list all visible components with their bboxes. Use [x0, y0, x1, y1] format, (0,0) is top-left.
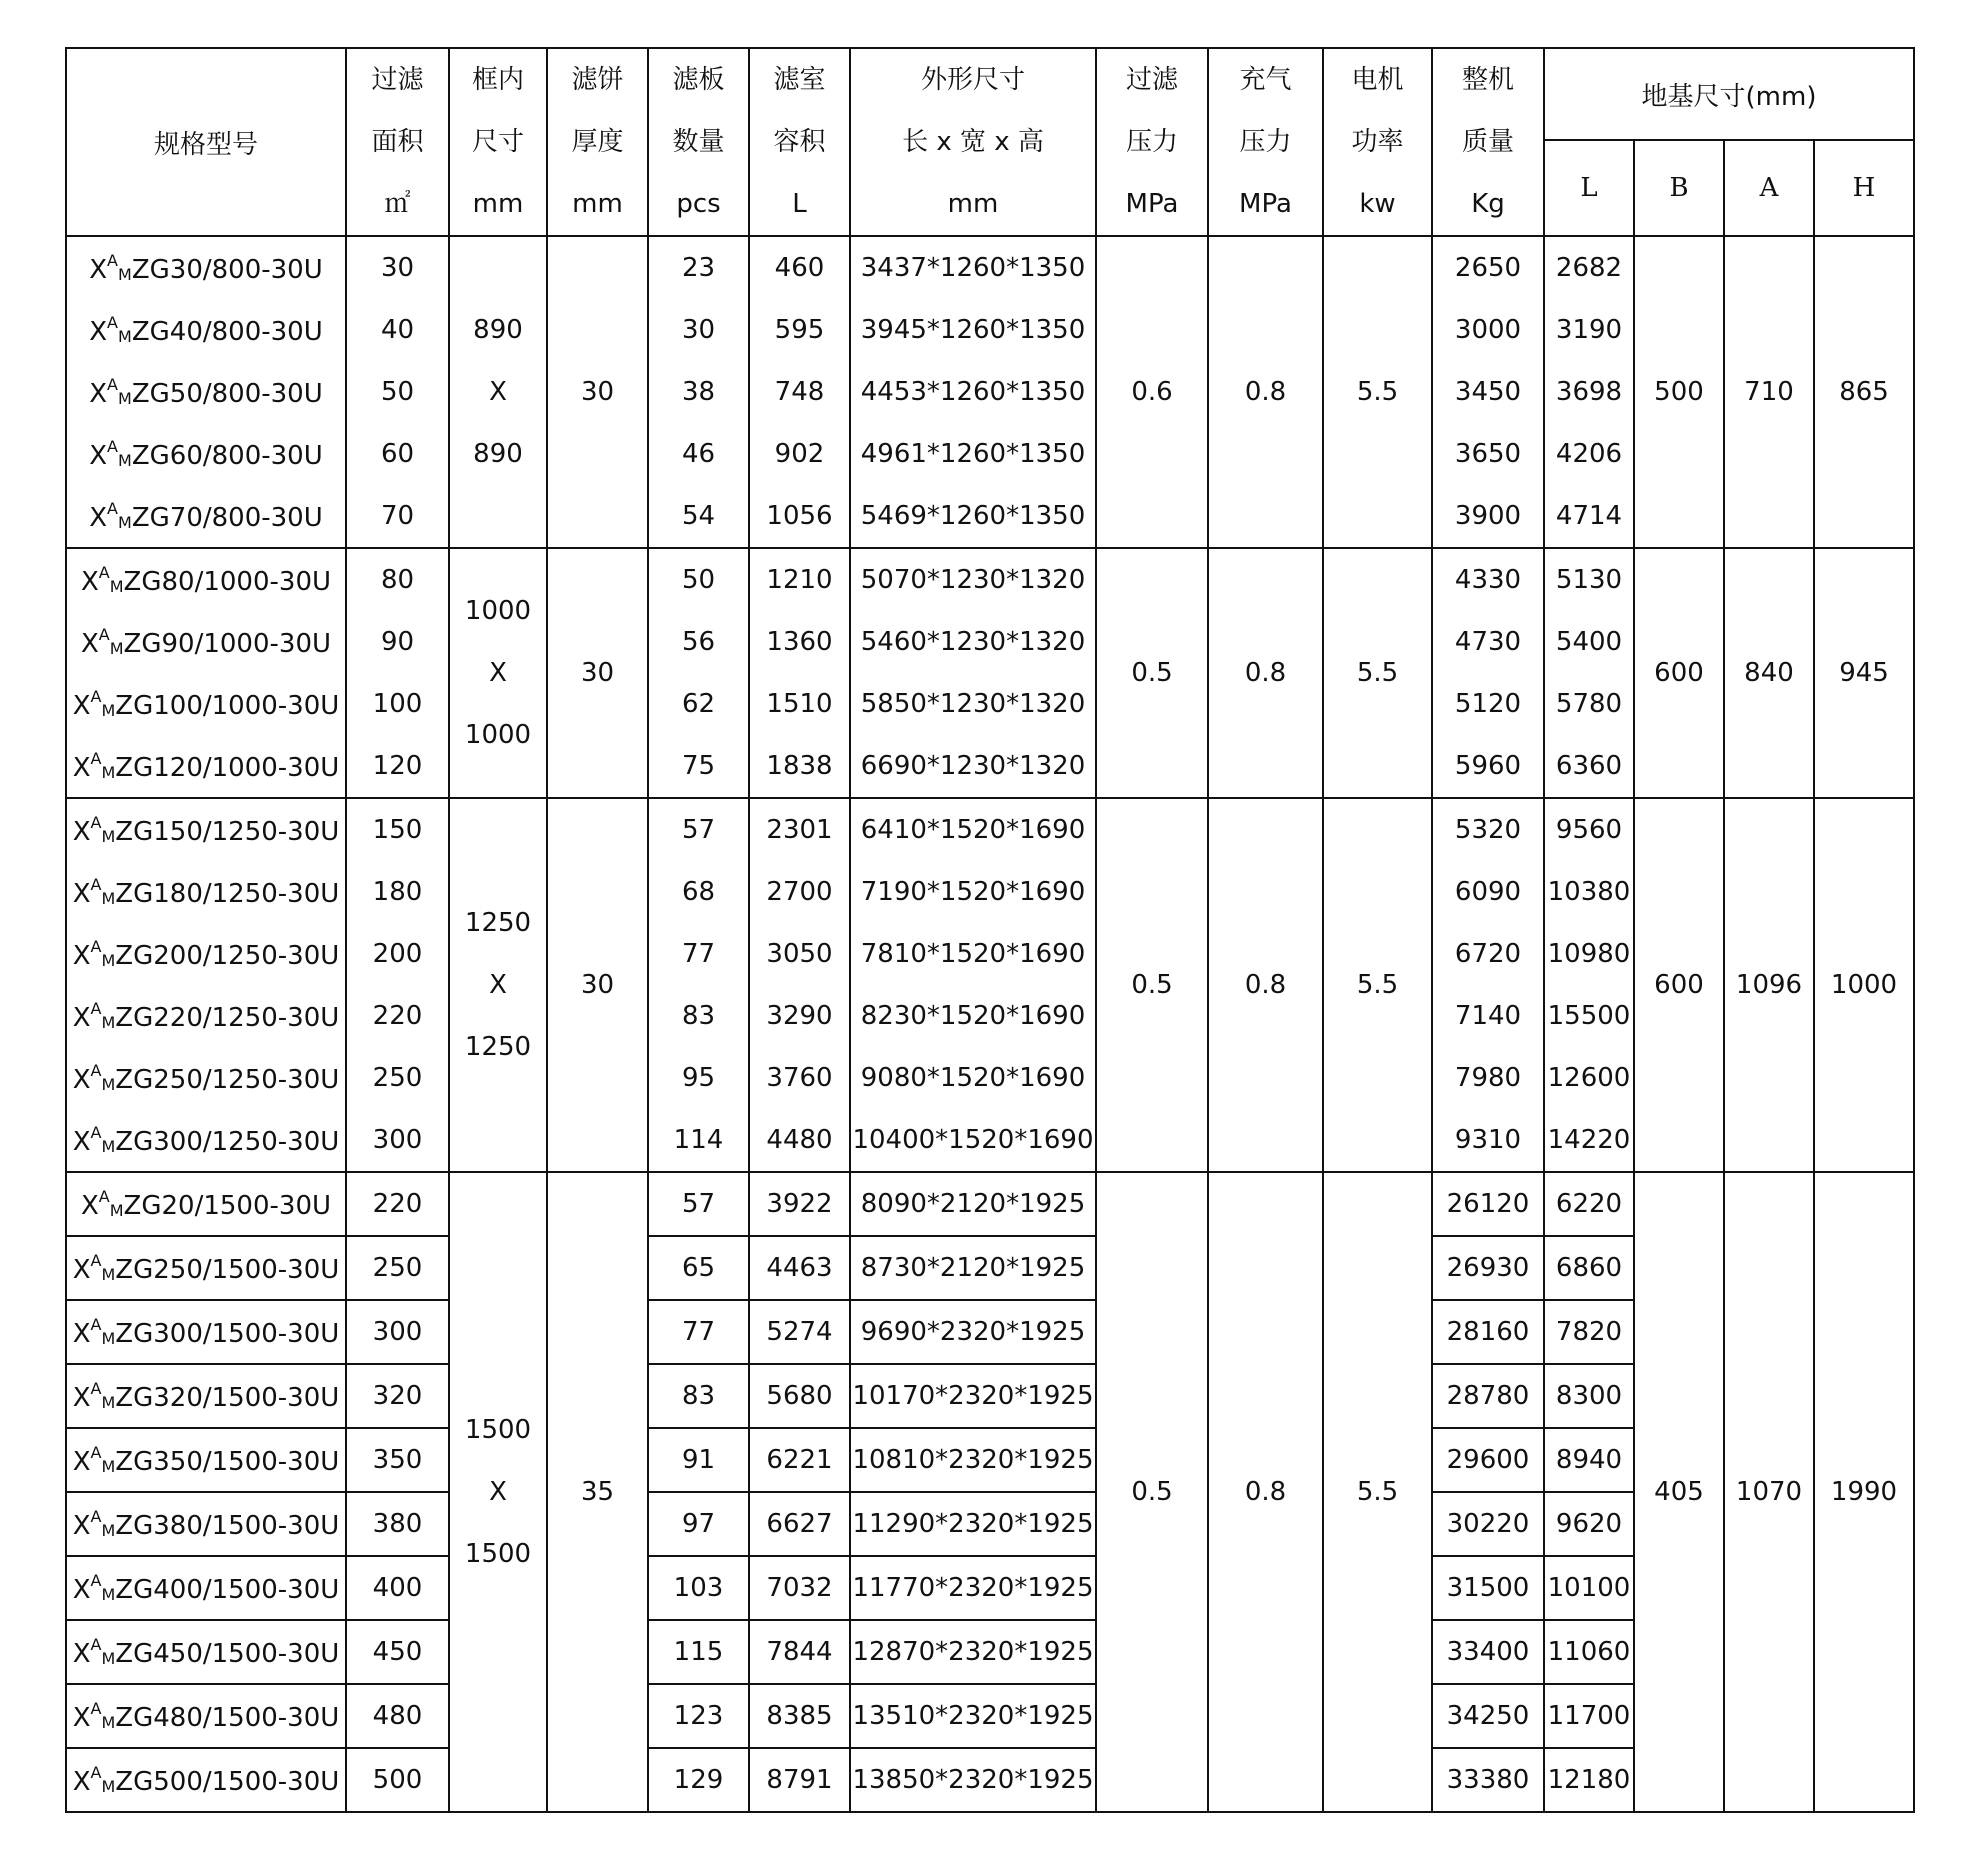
mass-cell: 6090	[1432, 861, 1544, 923]
foundation-l-cell: 9620	[1544, 1492, 1634, 1556]
dims-cell: 9690*2320*1925	[850, 1300, 1096, 1364]
dims-cell: 13850*2320*1925	[850, 1748, 1096, 1812]
plates-cell: 62	[648, 673, 749, 735]
dims-cell: 11770*2320*1925	[850, 1556, 1096, 1620]
foundation-l-cell: 10380	[1544, 861, 1634, 923]
header-found-b: B	[1634, 140, 1724, 236]
model-cell: $X^A_MZG90/1000-30U$	[66, 611, 346, 673]
cake-thickness-cell: 30	[547, 548, 648, 798]
plates-cell: 68	[648, 861, 749, 923]
dims-cell: 8230*1520*1690	[850, 985, 1096, 1047]
volume-cell: 3050	[749, 923, 850, 985]
volume-cell: 6627	[749, 1492, 850, 1556]
model-cell: $X^A_MZG20/1500-30U$	[66, 1172, 346, 1236]
plates-cell: 23	[648, 236, 749, 299]
header-power: 电机 功率 kw	[1323, 48, 1432, 236]
mass-cell: 28160	[1432, 1300, 1544, 1364]
dims-cell: 5460*1230*1320	[850, 611, 1096, 673]
area-cell: 350	[346, 1428, 449, 1492]
model-cell: $X^A_MZG60/800-30U$	[66, 423, 346, 485]
foundation-h-cell: 865	[1814, 236, 1914, 548]
area-cell: 40	[346, 299, 449, 361]
filter-pressure-cell: 0.6	[1096, 236, 1208, 548]
model-cell: $X^A_MZG400/1500-30U$	[66, 1556, 346, 1620]
mass-cell: 4330	[1432, 548, 1544, 611]
motor-power-cell: 5.5	[1323, 236, 1432, 548]
cake-thickness-cell: 30	[547, 798, 648, 1172]
header-plates: 滤板 数量 pcs	[648, 48, 749, 236]
plates-cell: 56	[648, 611, 749, 673]
plates-cell: 97	[648, 1492, 749, 1556]
mass-cell: 3650	[1432, 423, 1544, 485]
table-row	[66, 798, 1914, 861]
mass-cell: 26930	[1432, 1236, 1544, 1300]
volume-cell: 748	[749, 361, 850, 423]
header-dims: 外形尺寸 长 x 宽 x 高 mm	[850, 48, 1096, 236]
foundation-l-cell: 8300	[1544, 1364, 1634, 1428]
filter-pressure-cell: 0.5	[1096, 548, 1208, 798]
model-cell: $X^A_MZG150/1250-30U$	[66, 798, 346, 861]
header-model: 规格型号	[66, 48, 346, 236]
model-cell: $X^A_MZG180/1250-30U$	[66, 861, 346, 923]
plates-cell: 50	[648, 548, 749, 611]
mass-cell: 4730	[1432, 611, 1544, 673]
plates-cell: 75	[648, 735, 749, 798]
foundation-l-cell: 12180	[1544, 1748, 1634, 1812]
model-cell: $X^A_MZG40/800-30U$	[66, 299, 346, 361]
dims-cell: 7810*1520*1690	[850, 923, 1096, 985]
plates-cell: 57	[648, 798, 749, 861]
header-foundation: 地基尺寸(mm)	[1544, 48, 1914, 140]
foundation-b-cell: 500	[1634, 236, 1724, 548]
area-cell: 200	[346, 923, 449, 985]
plates-cell: 38	[648, 361, 749, 423]
model-cell: $X^A_MZG250/1250-30U$	[66, 1047, 346, 1109]
volume-cell: 3290	[749, 985, 850, 1047]
foundation-l-cell: 5400	[1544, 611, 1634, 673]
area-cell: 100	[346, 673, 449, 735]
area-cell: 30	[346, 236, 449, 299]
header-apress: 充气 压力 MPa	[1208, 48, 1323, 236]
plates-cell: 46	[648, 423, 749, 485]
mass-cell: 7140	[1432, 985, 1544, 1047]
motor-power-cell: 5.5	[1323, 1172, 1432, 1812]
volume-cell: 1210	[749, 548, 850, 611]
frame-size-cell: 1500 X 1500	[449, 1172, 547, 1812]
mass-cell: 9310	[1432, 1109, 1544, 1172]
area-cell: 250	[346, 1236, 449, 1300]
dims-cell: 11290*2320*1925	[850, 1492, 1096, 1556]
foundation-a-cell: 1070	[1724, 1172, 1814, 1812]
area-cell: 60	[346, 423, 449, 485]
foundation-l-cell: 11700	[1544, 1684, 1634, 1748]
foundation-b-cell: 600	[1634, 548, 1724, 798]
volume-cell: 460	[749, 236, 850, 299]
foundation-b-cell: 405	[1634, 1172, 1724, 1812]
plates-cell: 30	[648, 299, 749, 361]
mass-cell: 5120	[1432, 673, 1544, 735]
area-cell: 380	[346, 1492, 449, 1556]
plates-cell: 77	[648, 1300, 749, 1364]
dims-cell: 5070*1230*1320	[850, 548, 1096, 611]
model-cell: $X^A_MZG450/1500-30U$	[66, 1620, 346, 1684]
plates-cell: 114	[648, 1109, 749, 1172]
mass-cell: 28780	[1432, 1364, 1544, 1428]
foundation-l-cell: 10100	[1544, 1556, 1634, 1620]
area-cell: 180	[346, 861, 449, 923]
header-mass: 整机 质量 Kg	[1432, 48, 1544, 236]
frame-size-cell: 890 X 890	[449, 236, 547, 548]
frame-size-cell: 1000 X 1000	[449, 548, 547, 798]
volume-cell: 4480	[749, 1109, 850, 1172]
area-cell: 500	[346, 1748, 449, 1812]
model-cell: $X^A_MZG50/800-30U$	[66, 361, 346, 423]
foundation-h-cell: 1000	[1814, 798, 1914, 1172]
volume-cell: 902	[749, 423, 850, 485]
dims-cell: 8730*2120*1925	[850, 1236, 1096, 1300]
frame-size-cell: 1250 X 1250	[449, 798, 547, 1172]
foundation-l-cell: 10980	[1544, 923, 1634, 985]
volume-cell: 1510	[749, 673, 850, 735]
foundation-l-cell: 12600	[1544, 1047, 1634, 1109]
header-found-l: L	[1544, 140, 1634, 236]
volume-cell: 2301	[749, 798, 850, 861]
model-cell: $X^A_MZG300/1500-30U$	[66, 1300, 346, 1364]
volume-cell: 1838	[749, 735, 850, 798]
foundation-l-cell: 3190	[1544, 299, 1634, 361]
foundation-b-cell: 600	[1634, 798, 1724, 1172]
dims-cell: 4453*1260*1350	[850, 361, 1096, 423]
mass-cell: 3900	[1432, 485, 1544, 548]
model-cell: $X^A_MZG250/1500-30U$	[66, 1236, 346, 1300]
model-cell: $X^A_MZG480/1500-30U$	[66, 1684, 346, 1748]
mass-cell: 6720	[1432, 923, 1544, 985]
plates-cell: 54	[648, 485, 749, 548]
foundation-l-cell: 6360	[1544, 735, 1634, 798]
area-cell: 120	[346, 735, 449, 798]
spec-table	[65, 47, 1915, 1813]
dims-cell: 7190*1520*1690	[850, 861, 1096, 923]
mass-cell: 3450	[1432, 361, 1544, 423]
plates-cell: 95	[648, 1047, 749, 1109]
mass-cell: 5960	[1432, 735, 1544, 798]
volume-cell: 3922	[749, 1172, 850, 1236]
area-cell: 480	[346, 1684, 449, 1748]
air-pressure-cell: 0.8	[1208, 236, 1323, 548]
plates-cell: 57	[648, 1172, 749, 1236]
foundation-a-cell: 1096	[1724, 798, 1814, 1172]
dims-cell: 5469*1260*1350	[850, 485, 1096, 548]
dims-cell: 6410*1520*1690	[850, 798, 1096, 861]
foundation-l-cell: 11060	[1544, 1620, 1634, 1684]
filter-pressure-cell: 0.5	[1096, 1172, 1208, 1812]
mass-cell: 30220	[1432, 1492, 1544, 1556]
dims-cell: 6690*1230*1320	[850, 735, 1096, 798]
plates-cell: 65	[648, 1236, 749, 1300]
plates-cell: 115	[648, 1620, 749, 1684]
dims-cell: 5850*1230*1320	[850, 673, 1096, 735]
foundation-l-cell: 5780	[1544, 673, 1634, 735]
model-cell: $X^A_MZG30/800-30U$	[66, 236, 346, 299]
model-cell: $X^A_MZG70/800-30U$	[66, 485, 346, 548]
mass-cell: 33380	[1432, 1748, 1544, 1812]
plates-cell: 77	[648, 923, 749, 985]
plates-cell: 103	[648, 1556, 749, 1620]
area-cell: 300	[346, 1109, 449, 1172]
air-pressure-cell: 0.8	[1208, 798, 1323, 1172]
foundation-l-cell: 4206	[1544, 423, 1634, 485]
model-cell: $X^A_MZG80/1000-30U$	[66, 548, 346, 611]
air-pressure-cell: 0.8	[1208, 548, 1323, 798]
area-cell: 220	[346, 1172, 449, 1236]
model-cell: $X^A_MZG350/1500-30U$	[66, 1428, 346, 1492]
plates-cell: 83	[648, 1364, 749, 1428]
area-cell: 450	[346, 1620, 449, 1684]
header-area: 过滤 面积 ㎡	[346, 48, 449, 236]
foundation-l-cell: 5130	[1544, 548, 1634, 611]
area-cell: 320	[346, 1364, 449, 1428]
model-cell: $X^A_MZG100/1000-30U$	[66, 673, 346, 735]
dims-cell: 4961*1260*1350	[850, 423, 1096, 485]
plates-cell: 123	[648, 1684, 749, 1748]
foundation-a-cell: 710	[1724, 236, 1814, 548]
motor-power-cell: 5.5	[1323, 798, 1432, 1172]
dims-cell: 8090*2120*1925	[850, 1172, 1096, 1236]
table-row	[66, 1172, 1914, 1236]
model-cell: $X^A_MZG120/1000-30U$	[66, 735, 346, 798]
foundation-l-cell: 7820	[1544, 1300, 1634, 1364]
area-cell: 250	[346, 1047, 449, 1109]
area-cell: 80	[346, 548, 449, 611]
volume-cell: 7032	[749, 1556, 850, 1620]
spec-body	[66, 236, 1914, 1812]
mass-cell: 7980	[1432, 1047, 1544, 1109]
foundation-a-cell: 840	[1724, 548, 1814, 798]
header-volume: 滤室 容积 L	[749, 48, 850, 236]
dims-cell: 10400*1520*1690	[850, 1109, 1096, 1172]
plates-cell: 83	[648, 985, 749, 1047]
volume-cell: 8385	[749, 1684, 850, 1748]
dims-cell: 13510*2320*1925	[850, 1684, 1096, 1748]
foundation-l-cell: 3698	[1544, 361, 1634, 423]
model-cell: $X^A_MZG220/1250-30U$	[66, 985, 346, 1047]
volume-cell: 5274	[749, 1300, 850, 1364]
air-pressure-cell: 0.8	[1208, 1172, 1323, 1812]
foundation-l-cell: 15500	[1544, 985, 1634, 1047]
mass-cell: 2650	[1432, 236, 1544, 299]
mass-cell: 26120	[1432, 1172, 1544, 1236]
foundation-l-cell: 6860	[1544, 1236, 1634, 1300]
motor-power-cell: 5.5	[1323, 548, 1432, 798]
mass-cell: 29600	[1432, 1428, 1544, 1492]
header-cake: 滤饼 厚度 mm	[547, 48, 648, 236]
area-cell: 220	[346, 985, 449, 1047]
mass-cell: 5320	[1432, 798, 1544, 861]
area-cell: 150	[346, 798, 449, 861]
mass-cell: 3000	[1432, 299, 1544, 361]
foundation-l-cell: 14220	[1544, 1109, 1634, 1172]
volume-cell: 8791	[749, 1748, 850, 1812]
model-cell: $X^A_MZG300/1250-30U$	[66, 1109, 346, 1172]
plates-cell: 129	[648, 1748, 749, 1812]
volume-cell: 1056	[749, 485, 850, 548]
table-row	[66, 548, 1914, 611]
foundation-h-cell: 945	[1814, 548, 1914, 798]
model-cell: $X^A_MZG320/1500-30U$	[66, 1364, 346, 1428]
mass-cell: 33400	[1432, 1620, 1544, 1684]
dims-cell: 12870*2320*1925	[850, 1620, 1096, 1684]
volume-cell: 5680	[749, 1364, 850, 1428]
header-found-h: H	[1814, 140, 1914, 236]
cake-thickness-cell: 30	[547, 236, 648, 548]
area-cell: 70	[346, 485, 449, 548]
model-cell: $X^A_MZG380/1500-30U$	[66, 1492, 346, 1556]
foundation-l-cell: 9560	[1544, 798, 1634, 861]
foundation-h-cell: 1990	[1814, 1172, 1914, 1812]
dims-cell: 3437*1260*1350	[850, 236, 1096, 299]
area-cell: 50	[346, 361, 449, 423]
volume-cell: 3760	[749, 1047, 850, 1109]
foundation-l-cell: 4714	[1544, 485, 1634, 548]
area-cell: 400	[346, 1556, 449, 1620]
foundation-l-cell: 6220	[1544, 1172, 1634, 1236]
foundation-l-cell: 8940	[1544, 1428, 1634, 1492]
foundation-l-cell: 2682	[1544, 236, 1634, 299]
volume-cell: 6221	[749, 1428, 850, 1492]
filter-pressure-cell: 0.5	[1096, 798, 1208, 1172]
volume-cell: 595	[749, 299, 850, 361]
dims-cell: 9080*1520*1690	[850, 1047, 1096, 1109]
header-fpress: 过滤 压力 MPa	[1096, 48, 1208, 236]
dims-cell: 10170*2320*1925	[850, 1364, 1096, 1428]
volume-cell: 4463	[749, 1236, 850, 1300]
header-frame: 框内 尺寸 mm	[449, 48, 547, 236]
model-cell: $X^A_MZG500/1500-30U$	[66, 1748, 346, 1812]
model-cell: $X^A_MZG200/1250-30U$	[66, 923, 346, 985]
dims-cell: 10810*2320*1925	[850, 1428, 1096, 1492]
table-row	[66, 236, 1914, 299]
mass-cell: 34250	[1432, 1684, 1544, 1748]
dims-cell: 3945*1260*1350	[850, 299, 1096, 361]
area-cell: 90	[346, 611, 449, 673]
volume-cell: 7844	[749, 1620, 850, 1684]
mass-cell: 31500	[1432, 1556, 1544, 1620]
volume-cell: 2700	[749, 861, 850, 923]
plates-cell: 91	[648, 1428, 749, 1492]
header-found-a: A	[1724, 140, 1814, 236]
cake-thickness-cell: 35	[547, 1172, 648, 1812]
area-cell: 300	[346, 1300, 449, 1364]
volume-cell: 1360	[749, 611, 850, 673]
